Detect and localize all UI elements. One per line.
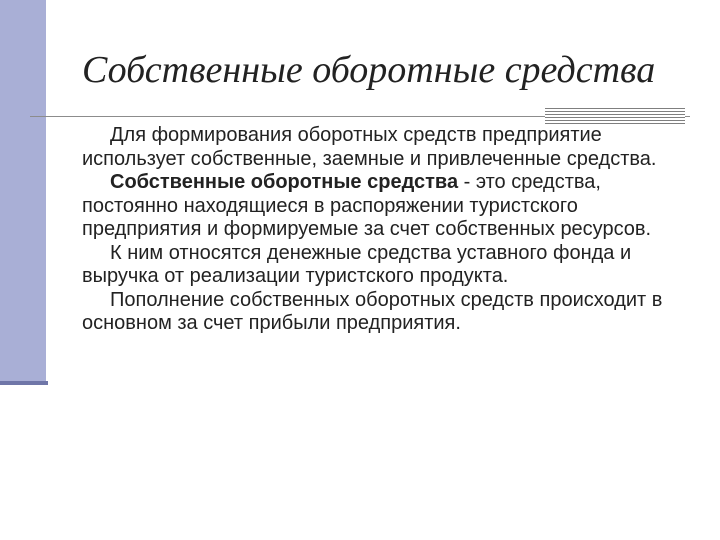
decorative-side-bar-shadow bbox=[0, 381, 48, 385]
paragraph-1: Для формирования оборотных средств предприятие использует собственные, заемные и привлеченные средства. bbox=[82, 124, 657, 170]
slide-title: Собственные оборотные средства bbox=[82, 49, 656, 91]
decorative-striped-block bbox=[545, 108, 685, 125]
paragraph-2 bbox=[82, 171, 682, 242]
term-own-working-capital: Собственные оборотные средства bbox=[110, 171, 459, 193]
decorative-side-bar bbox=[0, 0, 46, 384]
slide-body bbox=[82, 124, 682, 336]
paragraph-4: Пополнение собственных оборотных средств происходит в основном за счет прибыли предприятия. bbox=[82, 288, 663, 334]
paragraph-3: К ним относятся денежные средства уставного фонда и выручка от реализации туристского продукта. bbox=[82, 241, 632, 287]
paragraph-2-rest: - это средства, постоянно находящиеся в распоряжении туристского предприятия и формируемые за счет собственных ресурсов. bbox=[82, 171, 652, 240]
